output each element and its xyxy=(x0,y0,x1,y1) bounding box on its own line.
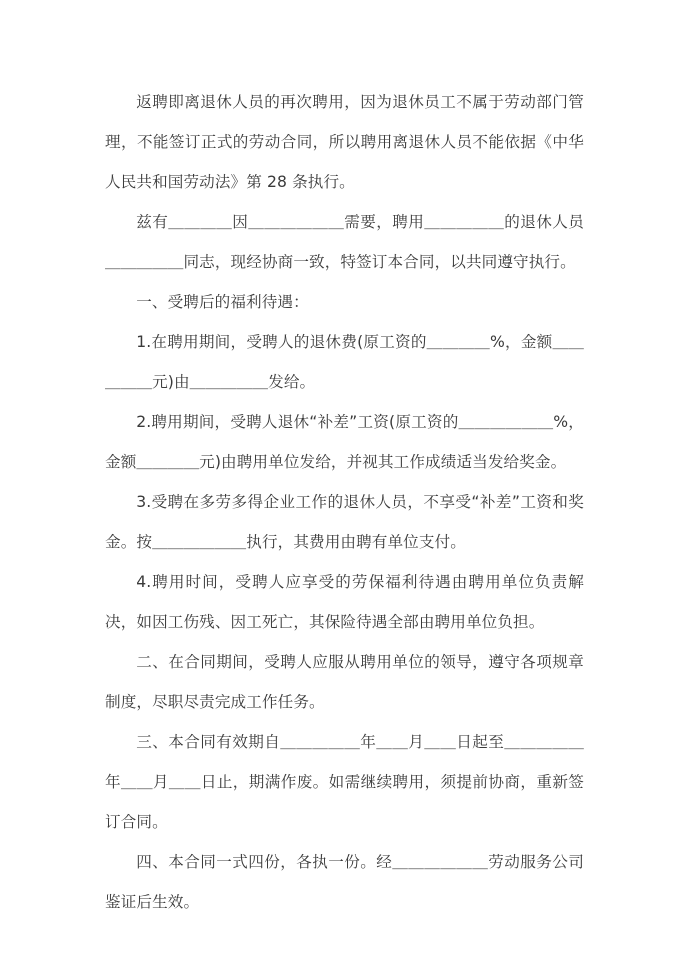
paragraph-intro: 返聘即离退休人员的再次聘用，因为退休员工不属于劳动部门管理，不能签订正式的劳动合同，所以聘用离退休人员不能依据《中华人民共和国劳动法》第 28 条执行。 xyxy=(105,93,584,191)
section-1-item-1: 1.在聘用期间，受聘人的退休费(原工资的＿＿＿＿%，金额＿＿＿＿＿元)由＿＿＿＿＿发给。 xyxy=(105,333,584,391)
paragraph-preamble: 兹有＿＿＿＿因＿＿＿＿＿＿需要，聘用＿＿＿＿＿的退休人员＿＿＿＿＿同志，现经协商一致，特签订本合同，以共同遵守执行。 xyxy=(105,213,584,271)
section-1-item-2: 2.聘用期间，受聘人退休“补差”工资(原工资的＿＿＿＿＿＿%，金额＿＿＿＿元)由聘用单位发给，并视其工作成绩适当发给奖金。 xyxy=(105,413,584,471)
section-4: 四、本合同一式四份，各执一份。经＿＿＿＿＿＿劳动服务公司鉴证后生效。 xyxy=(105,853,584,911)
section-2: 二、在合同期间，受聘人应服从聘用单位的领导，遵守各项规章制度，尽职尽责完成工作任务。 xyxy=(105,653,584,711)
section-1-item-3: 3.受聘在多劳多得企业工作的退休人员，不享受“补差”工资和奖金。按＿＿＿＿＿＿执行，其费用由聘有单位支付。 xyxy=(105,493,584,551)
section-1-heading: 一、受聘后的福利待遇： xyxy=(136,293,309,311)
section-1-item-4: 4.聘用时间，受聘人应享受的劳保福利待遇由聘用单位负责解决，如因工伤残、因工死亡，其保险待遇全部由聘用单位负担。 xyxy=(105,573,584,631)
section-3: 三、本合同有效期自＿＿＿＿＿年＿＿月＿＿日起至＿＿＿＿＿年＿＿月＿＿日止，期满作废。如需继续聘用，须提前协商，重新签订合同。 xyxy=(105,733,584,831)
document-body xyxy=(105,82,584,922)
